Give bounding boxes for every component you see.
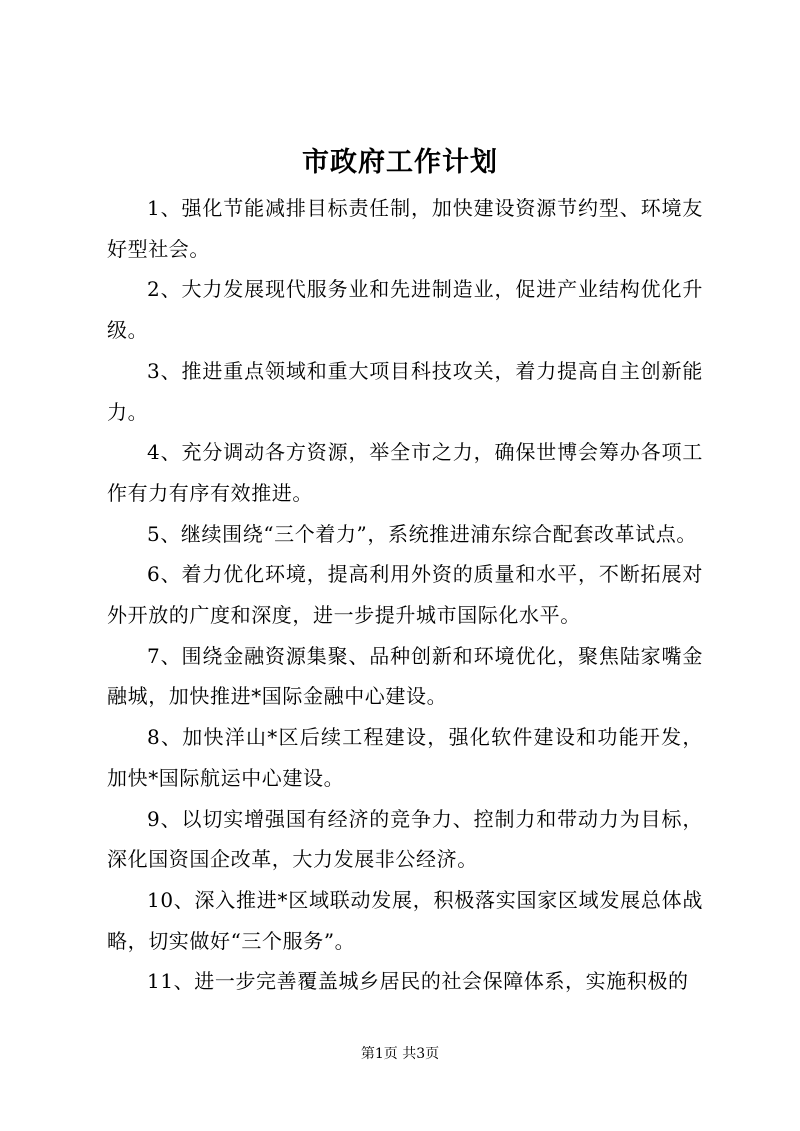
page-footer: 第1页 共3页 xyxy=(360,1046,440,1062)
page-title: 市政府工作计划 xyxy=(302,147,498,178)
paragraph-6: 6、着力优化环境，提高利用外资的质量和水平，不断拓展对外开放的广度和深度，进一步提升城市国际化水平。 xyxy=(107,562,703,628)
document-body xyxy=(107,188,703,1002)
paragraph-7: 7、围绕金融资源集聚、品种创新和环境优化，聚焦陆家嘴金融城，加快推进*国际金融中心建设。 xyxy=(107,643,703,709)
paragraph-5: 5、继续围绕“三个着力”，系统推进浦东综合配套改革试点。 xyxy=(147,521,697,546)
paragraph-2: 2、大力发展现代服务业和先进制造业，促进产业结构优化升级。 xyxy=(107,277,703,343)
paragraph-4: 4、充分调动各方资源，举全市之力，确保世博会筹办各项工作有力有序有效推进。 xyxy=(107,440,703,505)
paragraph-9: 9、以切实增强国有经济的竞争力、控制力和带动力为目标，深化国资国企改革，大力发展非公经济。 xyxy=(107,806,703,872)
paragraph-1: 1、强化节能减排目标责任制，加快建设资源节约型、环境友好型社会。 xyxy=(107,196,703,261)
paragraph-3: 3、推进重点领域和重大项目科技攻关，着力提高自主创新能力。 xyxy=(107,358,703,424)
paragraph-10: 10、深入推进*区域联动发展，积极落实国家区域发展总体战略，切实做好“三个服务”。 xyxy=(107,887,703,953)
paragraph-8: 8、加快洋山*区后续工程建设，强化软件建设和功能开发，加快*国际航运中心建设。 xyxy=(107,725,703,790)
paragraph-11: 11、进一步完善覆盖城乡居民的社会保障体系，实施积极的 xyxy=(147,969,689,994)
